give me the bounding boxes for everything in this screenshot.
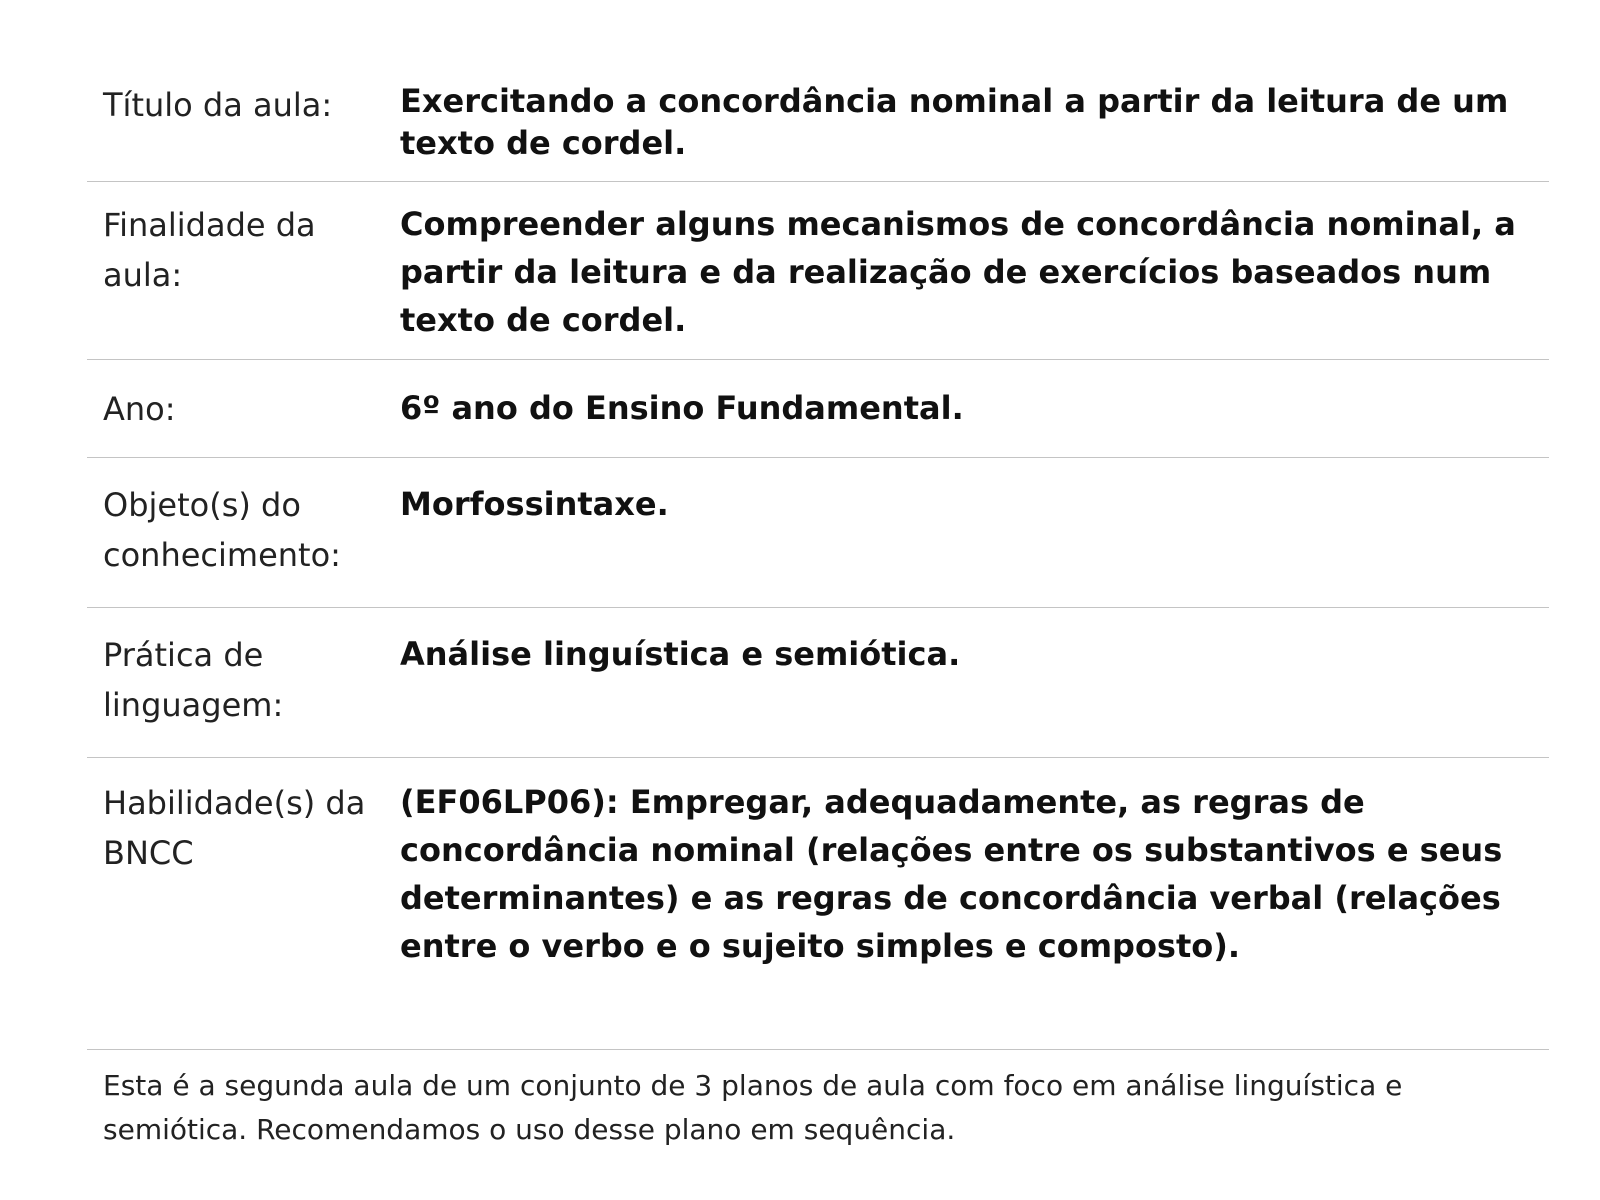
school-year-label: Ano: [103, 390, 176, 428]
school-year-value: 6º ano do Ensino Fundamental. [400, 389, 964, 427]
knowledge-object-value: Morfossintaxe. [400, 485, 669, 523]
lesson-info-table [87, 62, 1549, 1152]
language-practice-label: Prática de linguagem: [103, 636, 284, 724]
row-language-practice [87, 608, 1549, 758]
row-knowledge-object [87, 458, 1549, 608]
lesson-purpose-value: Compreender alguns mecanismos de concordância nominal, a partir da leitura e da realização de exercícios baseados num texto de cordel. [400, 205, 1516, 339]
lesson-title-value: Exercitando a concordância nominal a partir da leitura de um texto de cordel. [400, 82, 1509, 162]
row-lesson-title [87, 62, 1549, 182]
bncc-skills-value: (EF06LP06): Empregar, adequadamente, as regras de concordância nominal (relações entre os substantivos e seus determinantes) e as regras de concordância verbal (relações entre o verbo e o sujeito simples e composto). [400, 783, 1503, 965]
row-lesson-purpose [87, 182, 1549, 360]
row-bncc-skills [87, 758, 1549, 1050]
knowledge-object-label: Objeto(s) do conhecimento: [103, 486, 341, 574]
lesson-purpose-label: Finalidade da aula: [103, 206, 316, 294]
lesson-title-label: Título da aula: [103, 86, 333, 124]
row-school-year [87, 360, 1549, 458]
bncc-skills-label: Habilidade(s) da BNCC [103, 784, 366, 872]
sequence-note: Esta é a segunda aula de um conjunto de 3 planos de aula com foco em análise linguística e semiótica. Recomendamos o uso desse plano em sequência. [103, 1069, 1403, 1146]
language-practice-value: Análise linguística e semiótica. [400, 635, 961, 673]
